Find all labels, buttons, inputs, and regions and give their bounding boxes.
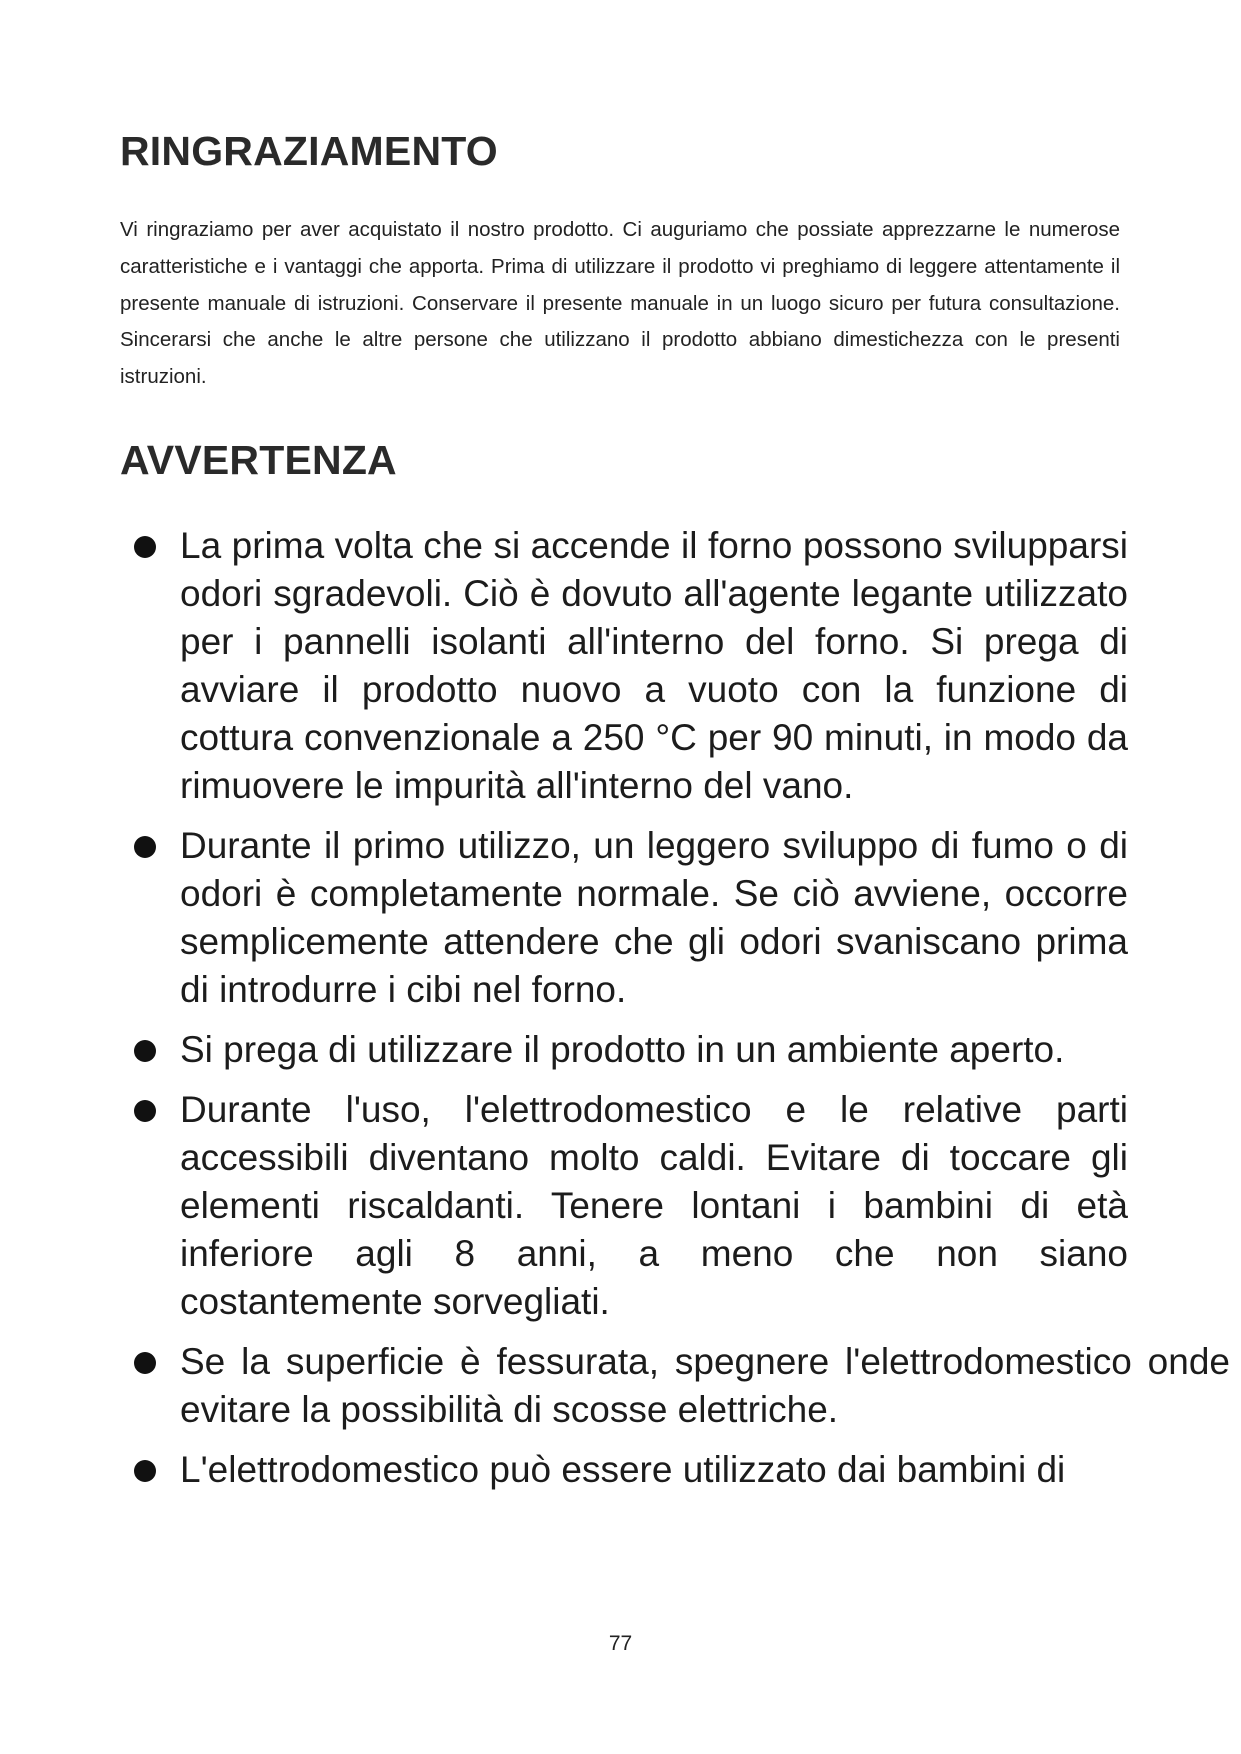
bullet-dot-icon	[134, 1100, 156, 1122]
warning-item	[120, 1026, 1128, 1074]
heading-warning: AVVERTENZA	[120, 437, 397, 483]
warning-text: Se la superficie è fessurata, spegnere l'elettrodomestico onde evitare la possibilità di scosse elettriche.	[180, 1341, 1230, 1430]
warning-list	[120, 522, 1230, 1506]
intro-paragraph: Vi ringraziamo per aver acquistato il nostro prodotto. Ci auguriamo che possiate apprezzarne le numerose caratteristiche e i vantaggi che apporta. Prima di utilizzare il prodotto vi preghiamo di leggere attentamente il presente manuale di istruzioni. Conservare il presente manuale in un luogo sicuro per futura consultazione. Sincerarsi che anche le altre persone che utilizzano il prodotto abbiano dimestichezza con le presenti istruzioni.	[120, 218, 1120, 389]
bullet-dot-icon	[134, 1460, 156, 1482]
page-number: 77	[608, 1632, 633, 1655]
warning-text: Si prega di utilizzare il prodotto in un ambiente aperto.	[180, 1029, 1065, 1070]
warning-item	[120, 822, 1128, 1014]
bullet-dot-icon	[134, 1352, 156, 1374]
bullet-dot-icon	[134, 1040, 156, 1062]
warning-text: Durante il primo utilizzo, un leggero sviluppo di fumo o di odori è completamente normale. Se ciò avviene, occorre semplicemente attendere che gli odori svaniscano prima di introdurre i cibi nel forno.	[180, 825, 1128, 1010]
heading-thanks: RINGRAZIAMENTO	[120, 128, 498, 174]
warning-item	[120, 522, 1128, 810]
warning-item	[120, 1338, 1230, 1434]
bullet-dot-icon	[134, 836, 156, 858]
warning-item	[120, 1086, 1128, 1326]
warning-text: La prima volta che si accende il forno possono svilupparsi odori sgradevoli. Ciò è dovuto all'agente legante utilizzato per i pannelli isolanti all'interno del forno. Si prega di avviare il prodotto nuovo a vuoto con la funzione di cottura convenzionale a 250 °C per 90 minuti, in modo da rimuovere le impurità all'interno del vano.	[180, 525, 1128, 806]
bullet-dot-icon	[134, 536, 156, 558]
warning-item	[120, 1446, 1128, 1494]
warning-text: L'elettrodomestico può essere utilizzato dai bambini di	[180, 1449, 1066, 1490]
warning-text: Durante l'uso, l'elettrodomestico e le relative parti accessibili diventano molto caldi. Evitare di toccare gli elementi riscaldanti. Tenere lontani i bambini di età inferiore agli 8 anni, a meno che non siano costantemente sorvegliati.	[180, 1089, 1128, 1322]
